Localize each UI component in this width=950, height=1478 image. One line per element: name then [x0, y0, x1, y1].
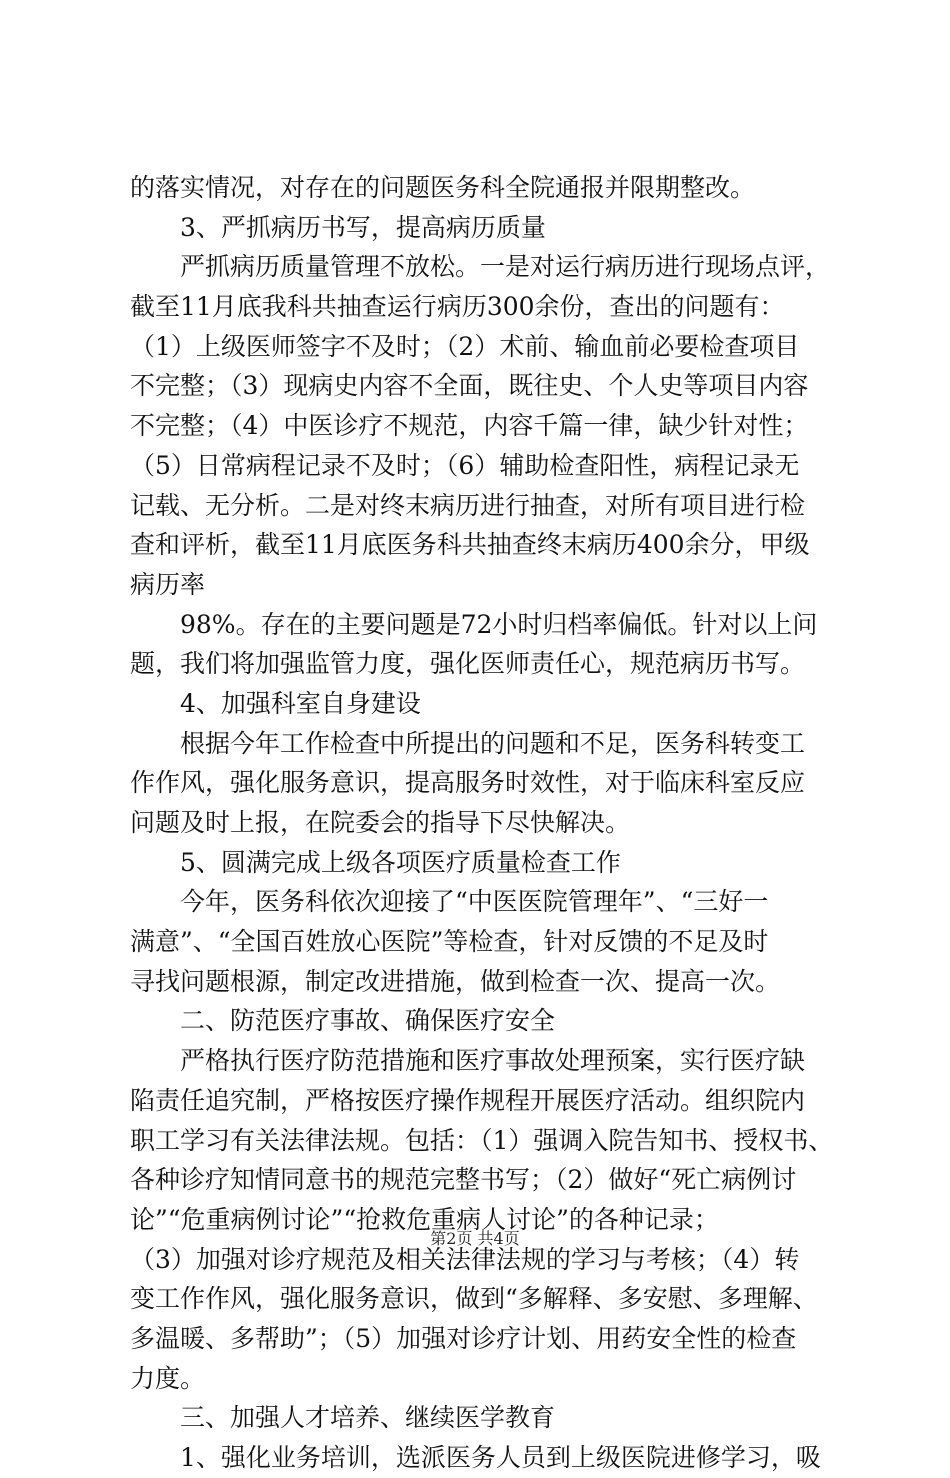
text-line: 题，我们将加强监管力度，强化医师责任心，规范病历书写。	[130, 649, 806, 679]
document-body	[130, 168, 834, 1478]
text-line: 查和评析，截至11月底医务科共抽查终末病历400余分，甲级	[130, 530, 810, 560]
text-line: 论”“危重病例讨论”“抢救危重病人讨论”的各种记录；	[130, 1204, 719, 1234]
text-line: 的落实情况，对存在的问题医务科全院通报并限期整改。	[130, 173, 756, 202]
text-line: 根据今年工作检查中所提出的问题和不足，医务科转变工	[180, 728, 806, 758]
text-line: 变工作作风，强化服务意识，做到“多解释、多安慰、多理解、	[130, 1284, 818, 1314]
text-line: 职工学习有关法律法规。包括：（1）强调入院告知书、授权书、	[130, 1125, 834, 1155]
text-line: 力度。	[130, 1363, 206, 1393]
text-line: 各种诊疗知情同意书的规范完整书写；（2）做好“死亡病例讨	[130, 1165, 797, 1195]
text-line: 不完整；（3）现病史内容不全面，既往史、个人史等项目内容	[130, 371, 809, 401]
text-line: 陷责任追究制，严格按医疗操作规程开展医疗活动。组织院内	[130, 1085, 806, 1115]
page-footer: 第2页 共4页	[430, 1229, 520, 1248]
text-line: （5）日常病程记录不及时；（6）辅助检查阳性，病程记录无	[130, 450, 800, 480]
text-line: 截至11月底我科共抽查运行病历300余份，查出的问题有：	[130, 292, 785, 322]
text-line: 满意”、“全国百姓放心医院”等检查，针对反馈的不足及时	[130, 927, 769, 957]
text-line: 记载、无分析。二是对终末病历进行抽查，对所有项目进行检	[130, 490, 806, 520]
text-line: （3）加强对诊疗规范及相关法律法规的学习与考核；（4）转	[130, 1244, 800, 1274]
text-line: 98%。存在的主要问题是72小时归档率偏低。针对以上问	[180, 609, 818, 639]
text-line: （1）上级医师签字不及时；（2）术前、输血前必要检查项目	[130, 331, 800, 361]
text-line: 3、严抓病历书写，提高病历质量	[180, 212, 546, 242]
text-line: 4、加强科室自身建设	[180, 688, 421, 718]
text-line: 严格执行医疗防范措施和医疗事故处理预案，实行医疗缺	[180, 1046, 806, 1076]
text-line: 三、加强人才培养、继续医学教育	[180, 1403, 556, 1433]
text-line: 今年，医务科依次迎接了“中医医院管理年”、“三好一	[180, 887, 769, 917]
text-line: 寻找问题根源，制定改进措施，做到检查一次、提高一次。	[130, 966, 781, 996]
text-line: 多温暖、多帮助”；（5）加强对诊疗计划、用药安全性的检查	[130, 1323, 797, 1353]
text-line: 5、圆满完成上级各项医疗质量检查工作	[180, 847, 621, 877]
text-line: 严抓病历质量管理不放松。一是对运行病历进行现场点评，	[180, 252, 831, 282]
text-line: 不完整；（4）中医诊疗不规范，内容千篇一律，缺少针对性；	[130, 411, 809, 441]
text-line: 问题及时上报，在院委会的指导下尽快解决。	[130, 808, 631, 837]
text-line: 病历率	[130, 569, 206, 599]
text-line: 1、强化业务培训，选派医务人员到上级医院进修学习，吸	[180, 1443, 821, 1472]
text-line: 作作风，强化服务意识，提高服务时效性，对于临床科室反应	[130, 768, 806, 798]
text-line: 二、防范医疗事故、确保医疗安全	[180, 1006, 556, 1036]
